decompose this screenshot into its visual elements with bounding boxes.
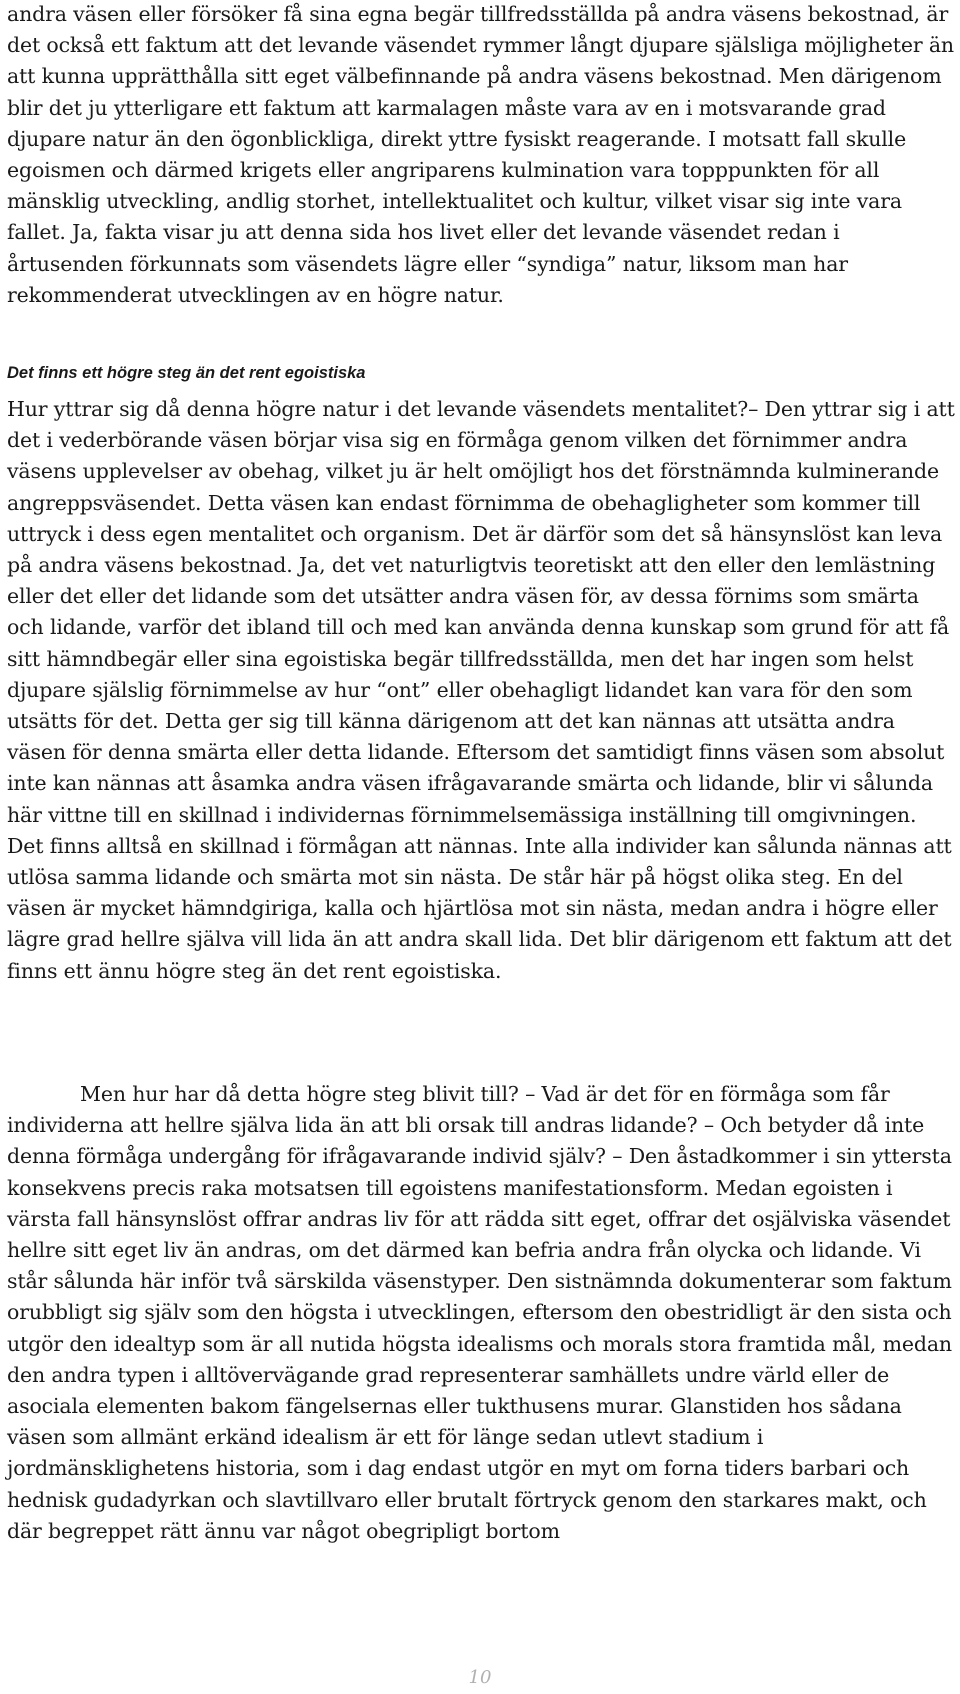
page-number: 10: [468, 1667, 492, 1688]
body-paragraph-2: Hur yttrar sig då denna högre natur i det levande väsendets mentalitet?– Den yttrar sig i att det i vederbörande väsen börjar visa sig en förmåga genom vilken det förnimmer andra väsens upplevelser av obehag, vilket ju är helt omöjligt hos det förstnämnda kulminerande angreppsväsendet. Detta väsen kan endast förnimma de obehagligheter som kommer till uttryck i dess egen mentalitet och organism. Det är därför som det så hänsynslöst kan leva på andra väsens bekostnad. Ja, det vet naturligtvis teoretiskt att den eller den lemlästning eller det eller det lidande som det utsätter andra väsen för, av dessa förnims som smärta och lidande, varför det ibland till och med kan använda denna kunskap som grund för att få sitt hämndbegär eller sina egoistiska begär tillfredsställda, men det har ingen som helst djupare själslig förnimmelse av hur “ont” eller obehagligt lidandet kan vara för den som utsätts för det. Detta ger sig till känna därigenom att det kan nännas att utsätta andra väsen för denna smärta eller detta lidande. Eftersom det samtidigt finns väsen som absolut inte kan nännas att åsamka andra väsen ifrågavarande smärta och lidande, blir vi sålunda här vittne till en skillnad i individernas förnimmelsemässiga inställning till omgivningen. Det finns alltså en skillnad i förmågan att nännas. Inte alla individer kan sålunda nännas att utlösa samma lidande och smärta mot sin nästa. De står här på högst olika steg. En del väsen är mycket hämndgiriga, kalla och hjärtlösa mot sin nästa, medan andra i högre eller lägre grad hellre själva vill lida än att andra skall lida. Det blir därigenom ett faktum att det finns ett ännu högre steg än det rent egoistiska.: [7, 397, 955, 983]
section-subheading: Det finns ett högre steg än det rent egoistiska: [7, 364, 366, 382]
body-paragraph-3: Men hur har då detta högre steg blivit till? – Vad är det för en förmåga som får individerna att hellre själva lida än att bli orsak till andras lidande? – Och betyder då inte denna förmåga undergång för ifrågavarande individ själv? – Den åstadkommer i sin yttersta konsekvens precis raka motsatsen till egoistens manifestationsform. Medan egoisten i värsta fall hänsynslöst offrar andras liv för att rädda sitt eget, offrar det osjälviska väsendet hellre sitt eget liv än andras, om det därmed kan befria andra från olycka och lidande. Vi står sålunda här inför två särskilda väsenstyper. Den sistnämnda dokumenterar som faktum orubbligt sig själv som den högsta i utvecklingen, eftersom den obestridligt är den sista och utgör den idealtyp som är all nutida högsta idealisms och morals stora framtida mål, medan den andra typen i alltövervägande grad representerar samhällets undre värld eller de asociala elementen bakom fängelsernas eller tukthusens murar. Glanstiden hos sådana väsen som allmänt erkänd idealism är ett för länge sedan utlevt stadium i jordmänsklighetens historia, som i dag endast utgör en myt om forna tiders barbari och hednisk gudadyrkan och slavtillvaro eller brutalt förtryck genom den starkares makt, och där begreppet rätt ännu var något obegripligt bortom: [7, 1082, 952, 1543]
body-paragraph-1: andra väsen eller försöker få sina egna begär tillfredsställda på andra väsens bekostnad, är det också ett faktum att det levande väsendet rymmer långt djupare själsliga möjligheter än att kunna upprätthålla sitt eget välbefinnande på andra väsens bekostnad. Men därigenom blir det ju ytterligare ett faktum att karmalagen måste vara av en i motsvarande grad djupare natur än den ögonblickliga, direkt yttre fysiskt reagerande. I motsatt fall skulle egoismen och därmed krigets eller angriparens kulmination vara topppunkten för all mänsklig utveckling, andlig storhet, intellektualitet och kultur, vilket visar sig inte vara fallet. Ja, fakta visar ju att denna sida hos livet eller det levande väsendet redan i årtusenden förkunnats som väsendets lägre eller “syndiga” natur, liksom man har rekommenderat utvecklingen av en högre natur.: [7, 2, 954, 307]
